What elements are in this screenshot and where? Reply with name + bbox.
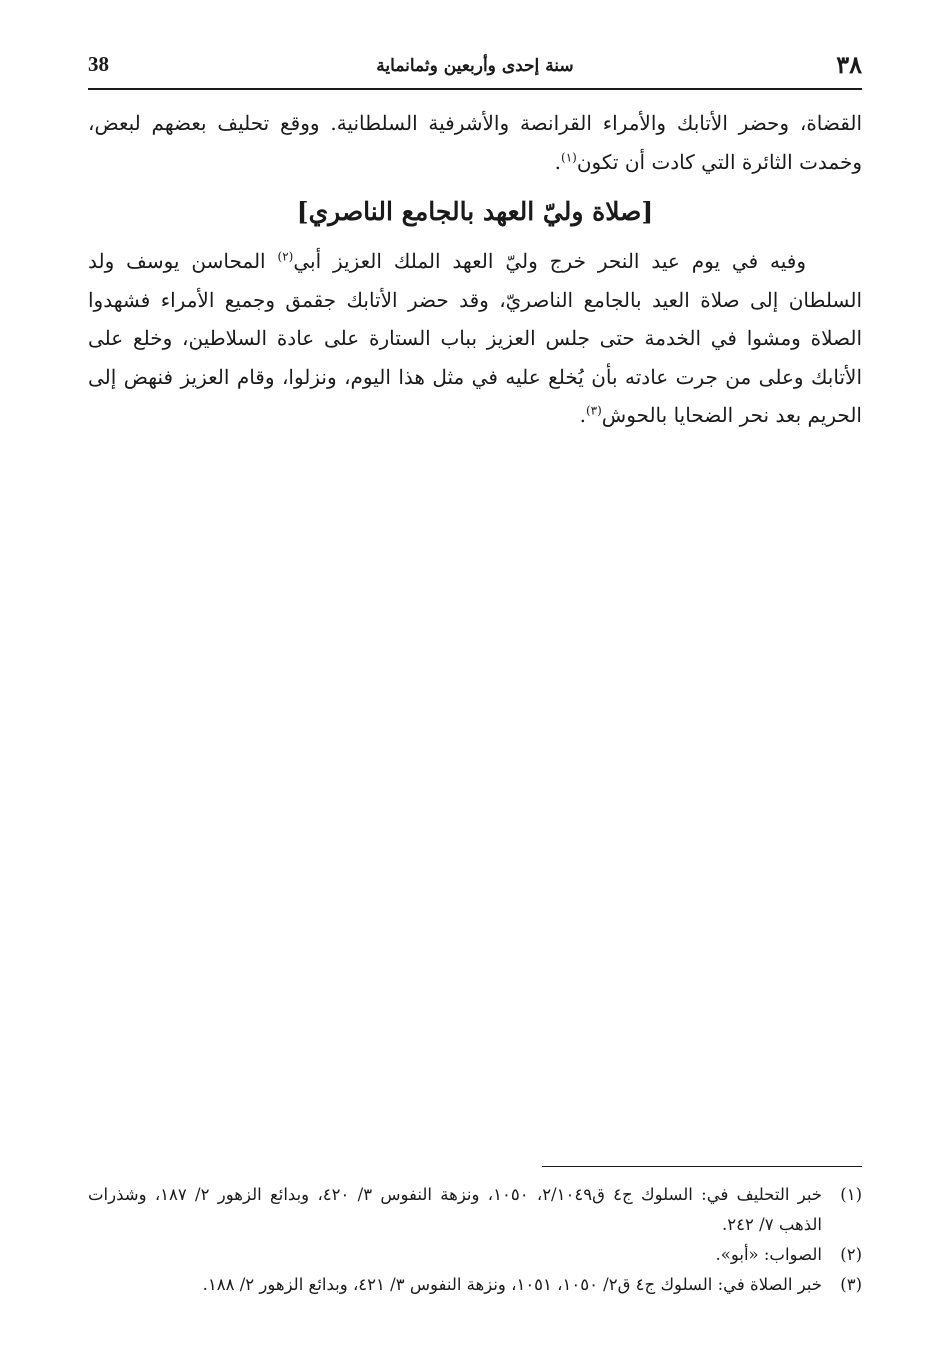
- footnote-number: (٢): [840, 1245, 862, 1264]
- body-paragraph-1: [88, 104, 862, 181]
- paragraph-1-text: القضاة، وحضر الأتابك والأمراء القرانصة والأشرفية السلطانية. ووقع تحليف بعضهم لبعض، وخمدت الثائرة التي كادت أن تكون: [88, 111, 862, 174]
- footnote-ref-3: (٣): [585, 403, 602, 418]
- footnote-ref-2: (٢): [277, 249, 294, 264]
- page-number-latin: 38: [88, 52, 109, 76]
- footnote-ref-1: (١): [561, 149, 577, 164]
- page-number-arabic: ٣٨: [836, 50, 862, 79]
- footnote-1: [88, 1180, 862, 1240]
- footnote-text: الصواب: «أبو».: [715, 1245, 822, 1264]
- paragraph-1-tail: .: [554, 149, 562, 174]
- footnote-rule: [542, 1166, 862, 1167]
- footnote-text: خبر التحليف في: السلوك ج٤ ق٢/١٠٤٩، ١٠٥٠، ونزهة النفوس ٣/ ٤٢٠، وبدائع الزهور ٢/ ١٨٧، وشذرات الذهب ٧/ ٢٤٢.: [88, 1185, 822, 1234]
- paragraph-2-text-b: المحاسن يوسف ولد السلطان إلى صلاة العيد بالجامع الناصريّ، وقد حضر الأتابك جقمق وجميع الأمراء فشهدوا الصلاة ومشوا في الخدمة حتى جلس العزيز بباب الستارة على عادة السلاطين، وخلع على الأتابك وعلى من جرت عادته بأن يُخلع عليه في مثل هذا اليوم، ونزلوا، وقام العزيز فنهض إلى الحريم بعد نحر الضحايا بالحوش: [88, 249, 862, 427]
- footnote-number: (٣): [840, 1275, 862, 1294]
- paragraph-2-tail: .: [579, 403, 586, 427]
- running-title: سنة إحدى وأربعين وثمانماية: [376, 56, 574, 76]
- header-rule: [88, 88, 862, 90]
- footnote-2: [88, 1240, 862, 1270]
- footnote-number: (١): [840, 1185, 862, 1204]
- section-heading: [صلاة وليّ العهد بالجامع الناصري]: [296, 197, 654, 226]
- body-paragraph-2: [88, 242, 862, 435]
- page-header: [88, 52, 862, 84]
- footnote-text: خبر الصلاة في: السلوك ج٤ ق٢/ ١٠٥٠، ١٠٥١، ونزهة النفوس ٣/ ٤٢١، وبدائع الزهور ٢/ ١٨٨.: [202, 1275, 822, 1294]
- footnote-3: [88, 1270, 862, 1300]
- paragraph-2-text-a: وفيه في يوم عيد النحر خرج وليّ العهد الملك العزيز أبي: [293, 249, 807, 273]
- footnotes: [88, 1180, 862, 1300]
